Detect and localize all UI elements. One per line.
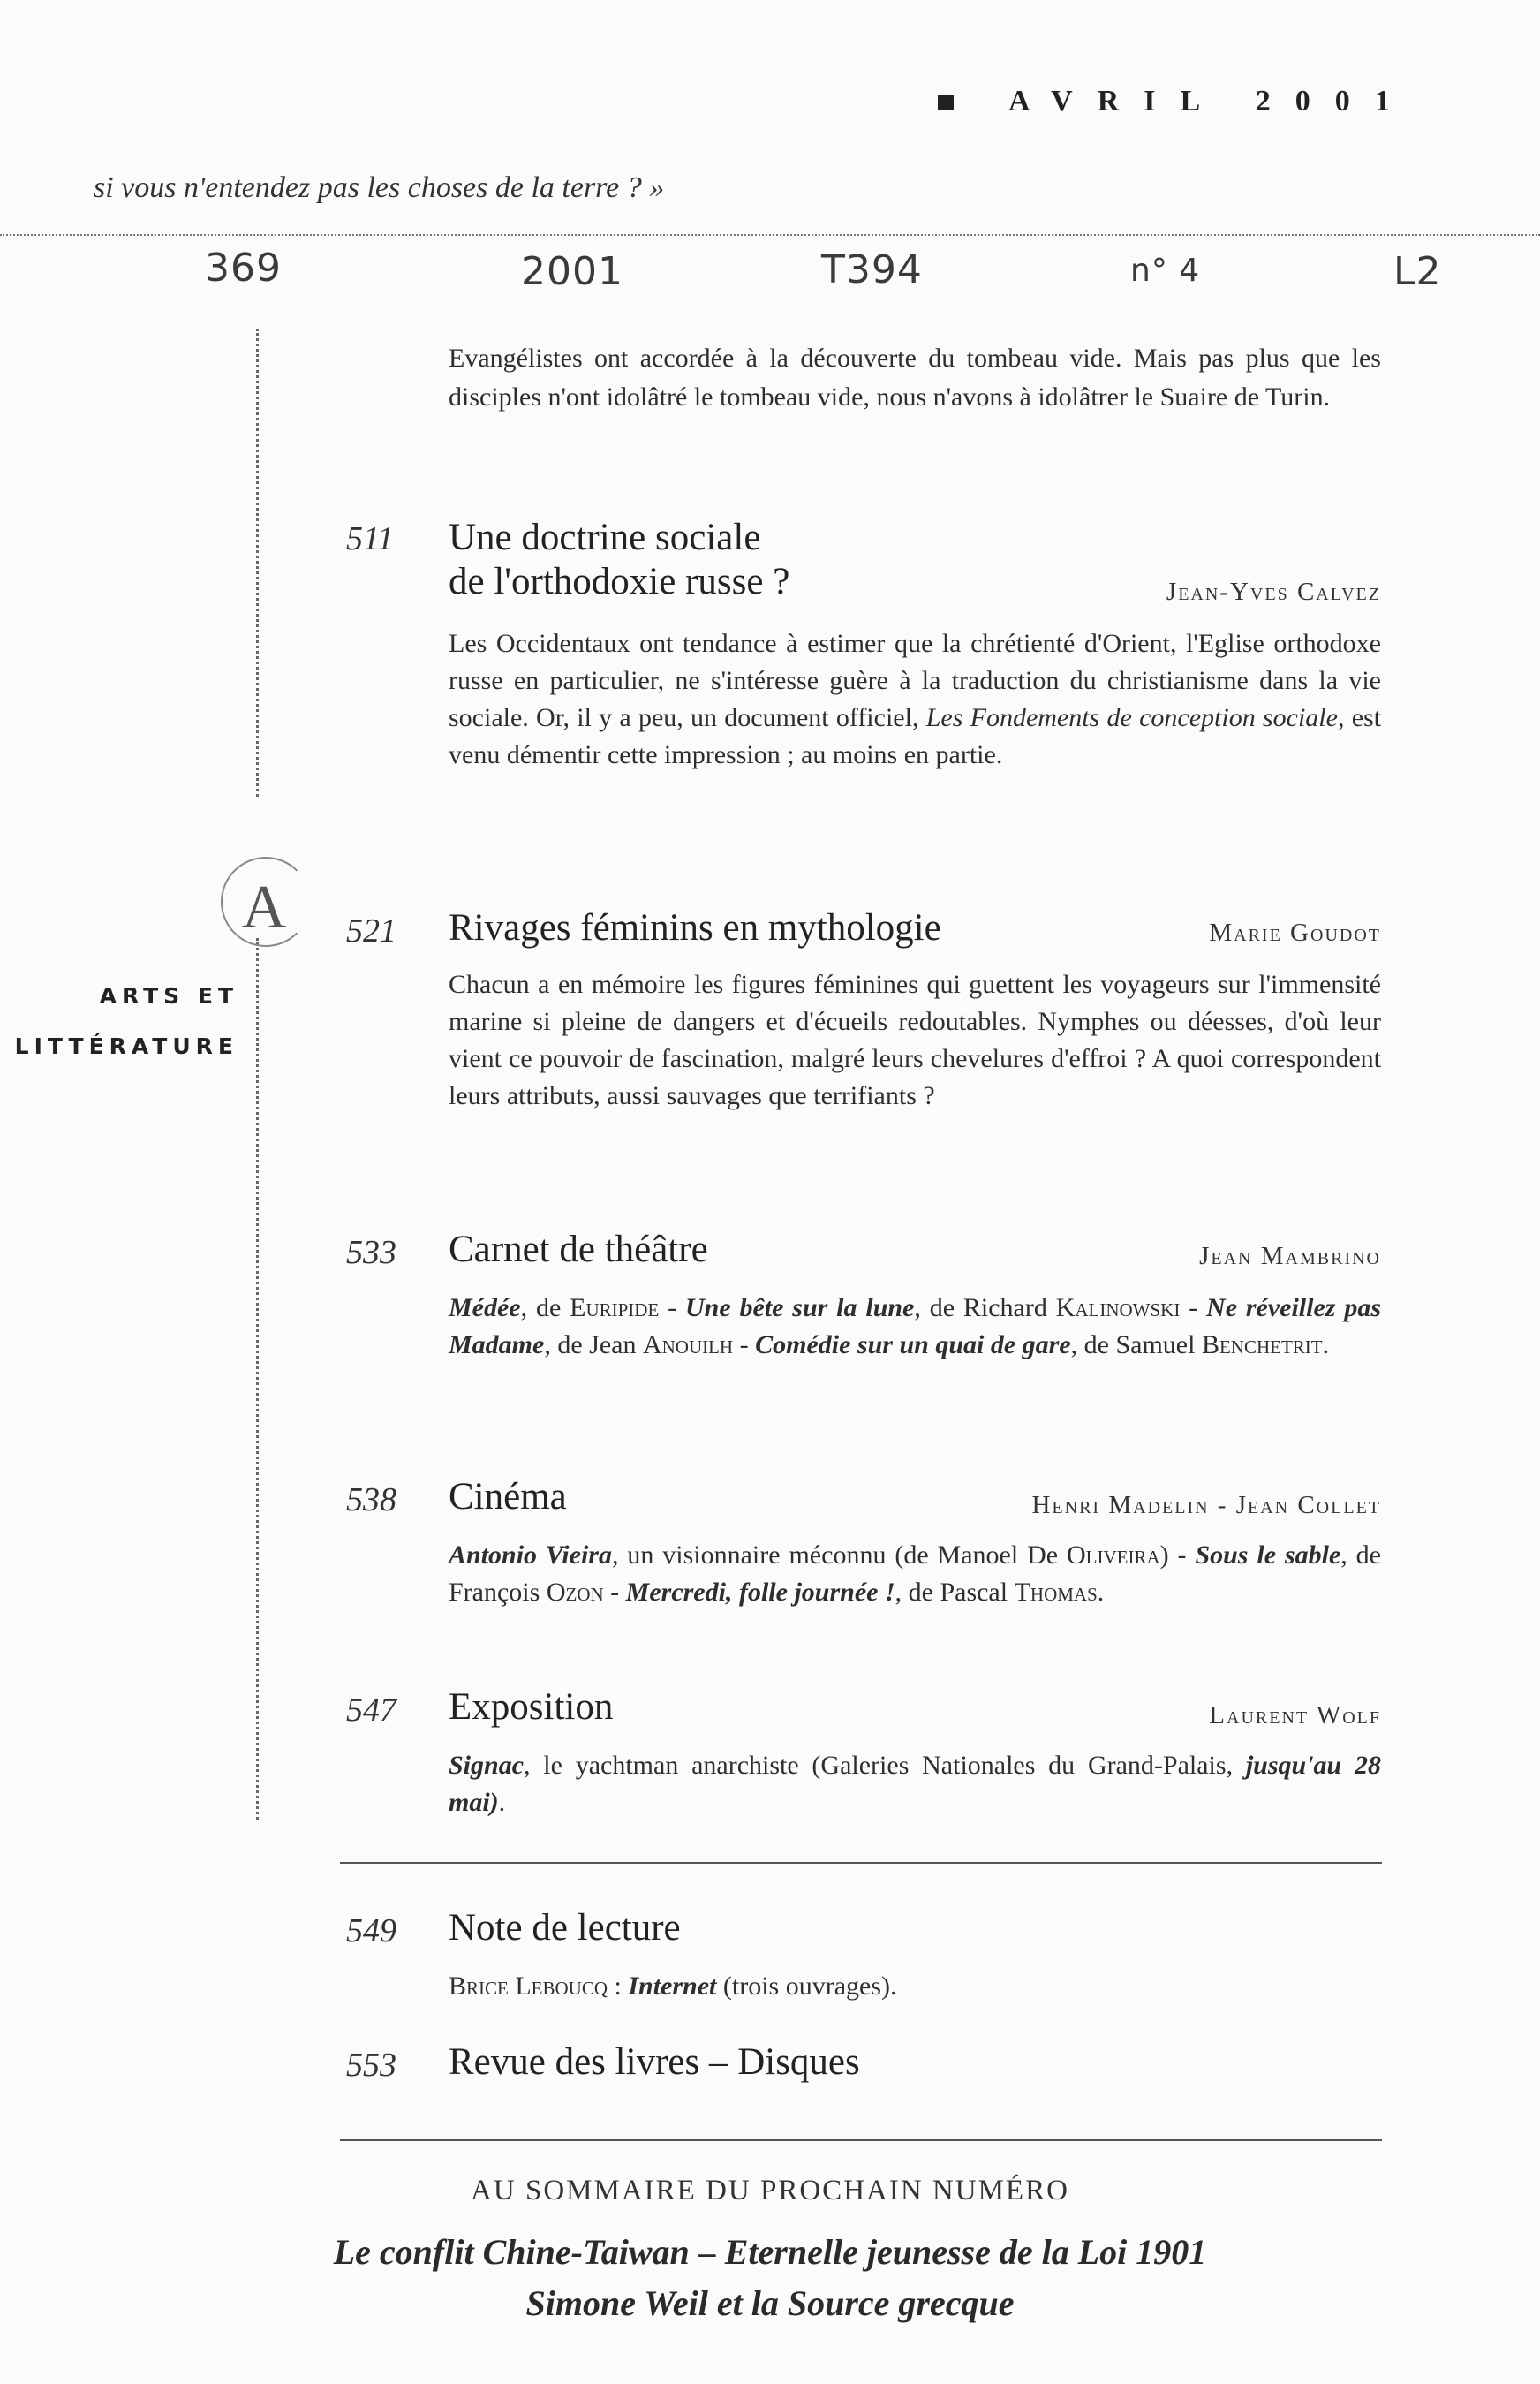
text: , de Richard <box>914 1293 1056 1322</box>
section-rule <box>340 2139 1382 2141</box>
handwritten-note-a: 369 <box>205 246 282 291</box>
author-name: Kalinowski <box>1055 1293 1181 1322</box>
page-number: 547 <box>346 1692 396 1729</box>
entry-title: Rivages féminins en mythologie <box>449 907 941 949</box>
section-label-line2: LITTÉRATURE <box>14 1033 238 1059</box>
work-title: Signac <box>449 1751 525 1780</box>
text: . <box>1097 1578 1105 1607</box>
text: , de Jean <box>544 1330 643 1359</box>
entry-summary <box>449 625 1381 774</box>
text: , de François <box>449 1540 1381 1607</box>
issue-date: AVRIL 2001 <box>1008 85 1415 117</box>
entry-author: Henri Madelin - Jean Collet <box>1031 1491 1381 1519</box>
handwritten-note-c: T394 <box>821 247 923 292</box>
page-number: 511 <box>346 520 395 557</box>
page-number: 549 <box>346 1912 396 1949</box>
handwritten-note-e: L2 <box>1393 249 1442 294</box>
entry-title-line2: de l'orthodoxie russe ? <box>449 561 790 602</box>
dotted-divider <box>0 234 1540 236</box>
summary-work-title: Les Fondements de conception sociale <box>925 703 1338 732</box>
entry-title: Cinéma <box>449 1476 567 1517</box>
text: (trois ouvrages). <box>716 1972 897 2001</box>
section-label-line1: ARTS ET <box>99 983 238 1009</box>
rail-line-upper <box>256 329 259 797</box>
text: - <box>733 1330 756 1359</box>
text: - <box>603 1578 626 1607</box>
author-name: Benchetrit <box>1201 1330 1323 1359</box>
text: , le yachtman anarchiste (Galeries Nationales du Grand-Palais, <box>524 1751 1246 1780</box>
summary-text: Les Occidentaux ont tendance à estimer que la chrétienté d'Orient, l'Eglise orthodoxe russe en particulier, ne s'intéresse guère à la traduction du christianisme dans la vie sociale. Or, il y a peu, un document officiel, <box>449 629 1381 732</box>
text: . <box>498 1788 506 1817</box>
page-number: 533 <box>346 1234 396 1271</box>
text: , de Samuel <box>1070 1330 1202 1359</box>
work-title: Mercredi, folle journée ! <box>625 1578 895 1607</box>
handwritten-note-b: 2001 <box>521 249 623 294</box>
summary-text: , est venu démentir cette impression ; au moins en partie. <box>449 703 1382 769</box>
author-name: Anouilh <box>642 1330 734 1359</box>
entry-title-line1: Une doctrine sociale <box>449 517 761 558</box>
next-issue-line2: Simone Weil et la Source grecque <box>525 2283 1015 2323</box>
handwritten-note-d: n° 4 <box>1130 253 1201 289</box>
entry-title: Carnet de théâtre <box>449 1229 708 1270</box>
entry-summary: Chacun a en mémoire les figures féminines qui guettent les voyageurs sur l'immensité marine si pleine de dangers et d'écueils redoutables. Nymphes ou déesses, d'où leur vient ce pouvoir de fascination, malgré leurs chevelures d'effroi ? A quoi correspondent leurs attributs, aussi sauvages que terrifiants ? <box>449 970 1381 1110</box>
author-name: Thomas <box>1014 1578 1098 1607</box>
page-number: 538 <box>346 1481 396 1518</box>
entry-author: Jean Mambrino <box>1199 1242 1381 1270</box>
page-number: 553 <box>346 2047 396 2084</box>
section-badge-letter: A <box>241 874 287 942</box>
work-title: Médée <box>449 1293 521 1322</box>
entry-author: Jean-Yves Calvez <box>1166 578 1381 606</box>
work-title: Antonio Vieira <box>449 1540 612 1570</box>
text: - <box>1180 1293 1207 1322</box>
entry-title: Revue des livres – Disques <box>449 2041 860 2083</box>
author-name: Ozon <box>546 1578 604 1607</box>
text: ) - <box>1159 1540 1196 1570</box>
entry-title: Note de lecture <box>449 1907 681 1949</box>
page-number: 521 <box>346 912 396 950</box>
top-quote: si vous n'entendez pas les choses de la terre ? » <box>94 171 665 204</box>
author-name: Oliveira <box>1066 1540 1160 1570</box>
author-name: Brice Leboucq <box>449 1972 608 2001</box>
rail-line-lower <box>256 938 259 1820</box>
text: - <box>659 1293 685 1322</box>
work-title: Une bête sur la lune <box>684 1293 915 1322</box>
text: , un visionnaire méconnu (de Manoel De <box>611 1540 1067 1570</box>
work-title: Ne réveillez pas Madame <box>449 1293 1381 1359</box>
entry-title: Exposition <box>449 1686 614 1728</box>
header-square-bullet <box>938 95 954 110</box>
work-title: Internet <box>628 1972 717 2001</box>
entry-summary <box>449 1968 1381 2005</box>
next-issue-line1: Le conflit Chine-Taiwan – Eternelle jeunesse de la Loi 1901 <box>333 2232 1207 2272</box>
text: . <box>1322 1330 1330 1359</box>
entry-author: Laurent Wolf <box>1209 1701 1381 1729</box>
entry-summary <box>449 1747 1381 1821</box>
section-rule <box>340 1862 1382 1864</box>
entry-author: Marie Goudot <box>1209 919 1381 947</box>
work-title: jusqu'au 28 mai) <box>449 1751 1381 1817</box>
text: : <box>608 1972 629 2001</box>
intro-paragraph: Evangélistes ont accordée à la découverte du tombeau vide. Mais pas plus que les disciples n'ont idolâtré le tombeau vide, nous n'avons à idolâtrer le Suaire de Turin. <box>449 344 1381 412</box>
next-issue-heading: AU SOMMAIRE DU PROCHAIN NUMÉRO <box>471 2175 1069 2206</box>
entry-title <box>449 516 789 604</box>
work-title: Sous le sable <box>1195 1540 1341 1570</box>
entry-summary <box>449 1537 1381 1611</box>
entry-summary <box>449 1290 1381 1364</box>
author-name: Euripide <box>570 1293 660 1322</box>
text: , de Pascal <box>895 1578 1015 1607</box>
text: , de <box>520 1293 570 1322</box>
work-title: Comédie sur un quai de gare <box>755 1330 1071 1359</box>
